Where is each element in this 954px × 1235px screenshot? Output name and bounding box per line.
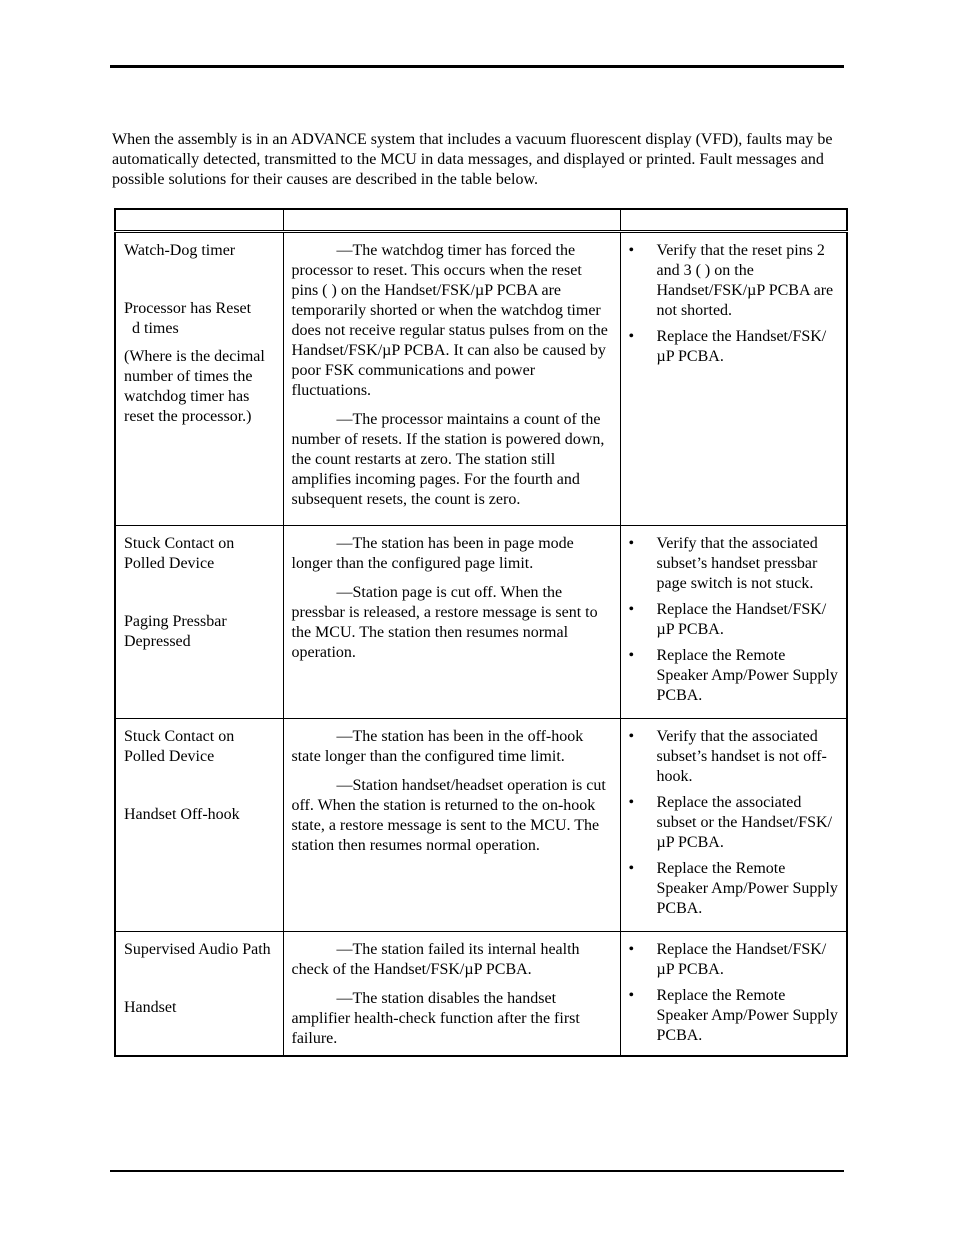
fault-note: (Where is the decimal number of times the watchdog timer has reset the processor.) xyxy=(124,348,265,425)
fault-message: Processor has Reset d times xyxy=(124,300,252,337)
description-paragraph: —The station has been in the off-hook state longer than the configured time limit. xyxy=(291,728,584,765)
description-paragraph: —The watchdog timer has forced the processor to reset. This occurs when the reset pins ( ) on the Handset/FSK/µP PCBA are temporarily shorted or when the watchdog timer does not receive regular status pulses from on the Handset/FSK/µP PCBA. It can also be caused by poor FSK communications and power fluctuations. xyxy=(291,242,608,399)
solution-item: • Replace the Handset/FSK/µP PCBA. xyxy=(629,940,839,980)
description-paragraph: —The station failed its internal health check of the Handset/FSK/µP PCBA. xyxy=(291,941,580,978)
solution-item: • Verify that the associated subset’s handset pressbar page switch is not stuck. xyxy=(629,534,839,594)
solution-cell xyxy=(620,526,847,719)
header-cell-solution xyxy=(620,209,847,232)
solution-item: • Verify that the associated subset’s handset is not off-hook. xyxy=(629,727,839,787)
fault-message: Handset xyxy=(124,999,177,1016)
description-cell xyxy=(283,719,620,932)
description-cell xyxy=(283,232,620,526)
fault-cell xyxy=(115,932,283,1057)
description-cell xyxy=(283,526,620,719)
description-cell xyxy=(283,932,620,1057)
fault-name: Watch-Dog timer xyxy=(124,242,236,259)
table-row xyxy=(115,526,847,719)
solution-cell xyxy=(620,232,847,526)
table-row xyxy=(115,719,847,932)
solution-item: • Replace the Handset/FSK/µP PCBA. xyxy=(629,600,839,640)
fault-cell xyxy=(115,232,283,526)
table-row xyxy=(115,932,847,1057)
solution-item: • Replace the Remote Speaker Amp/Power Supply PCBA. xyxy=(629,986,839,1046)
footer-rule xyxy=(110,1170,844,1172)
header-cell-fault xyxy=(115,209,283,232)
solution-cell xyxy=(620,932,847,1057)
solution-item: • Replace the Remote Speaker Amp/Power Supply PCBA. xyxy=(629,859,839,919)
fault-cell xyxy=(115,719,283,932)
fault-message: Handset Off-hook xyxy=(124,806,240,823)
solution-item: • Replace the Remote Speaker Amp/Power Supply PCBA. xyxy=(629,646,839,706)
fault-name: Stuck Contact on Polled Device xyxy=(124,535,235,572)
fault-name: Supervised Audio Path xyxy=(124,941,271,958)
fault-table xyxy=(114,208,848,1057)
solution-item: • Replace the Handset/FSK/µP PCBA. xyxy=(629,327,839,367)
solution-cell xyxy=(620,719,847,932)
intro-paragraph: When the assembly is in an ADVANCE system that includes a vacuum fluorescent display (VFD), faults may be automatically detected, transmitted to the MCU in data messages, and displayed or printed. Fault messages and possible solutions for their causes are described in the table below. xyxy=(112,131,833,188)
description-paragraph: —Station handset/headset operation is cut off. When the station is returned to the on-hook state, a restore message is sent to the MCU. The station then resumes normal operation. xyxy=(291,777,606,854)
header-rule xyxy=(110,65,844,68)
fault-cell xyxy=(115,526,283,719)
description-paragraph: —The station disables the handset amplifier health-check function after the first failure. xyxy=(291,990,580,1047)
solution-item: • Replace the associated subset or the Handset/FSK/µP PCBA. xyxy=(629,793,839,853)
solution-item: • Verify that the reset pins 2 and 3 ( ) on the Handset/FSK/µP PCBA are not shorted. xyxy=(629,241,839,321)
description-paragraph: —The processor maintains a count of the number of resets. If the station is powered down, the count restarts at zero. The station still amplifies incoming pages. For the fourth and subsequent resets, the count is zero. xyxy=(291,411,605,508)
description-paragraph: —The station has been in page mode longer than the configured page limit. xyxy=(291,535,574,572)
fault-name: Stuck Contact on Polled Device xyxy=(124,728,235,765)
header-cell-description xyxy=(283,209,620,232)
description-paragraph: —Station page is cut off. When the pressbar is released, a restore message is sent to the MCU. The station then resumes normal operation. xyxy=(291,584,598,661)
table-header-row xyxy=(115,209,847,232)
table-row xyxy=(115,232,847,526)
fault-message: Paging Pressbar Depressed xyxy=(124,613,227,650)
